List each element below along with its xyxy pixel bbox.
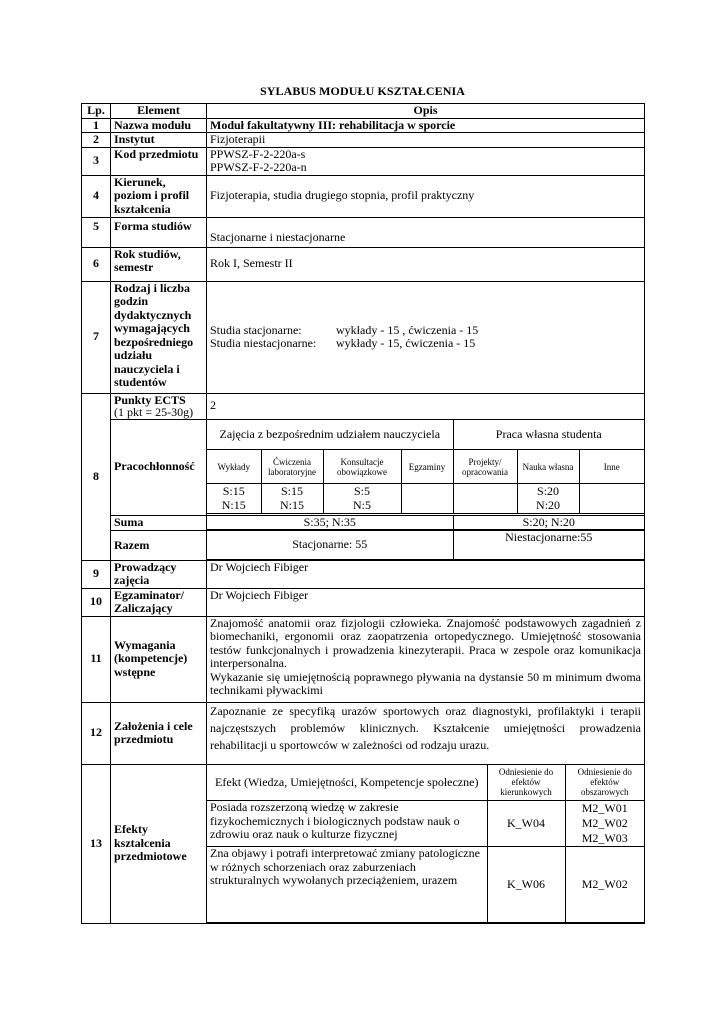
header-opis: Opis (207, 104, 645, 119)
total-extramural: Niestacjonarne:55 (453, 531, 644, 559)
row-number: 12 (82, 702, 111, 764)
row-number: 10 (82, 588, 111, 616)
table-row (82, 702, 645, 764)
col-lab: Ćwiczenia laboratoryjne (261, 450, 323, 484)
institute-value: Fizjoterapii (207, 133, 645, 148)
outcome-text: Zna objawy i potrafi interpretować zmiany patologiczne w różnych schorzeniach oraz zaburzeniach strukturalnych wywołanych przeciążeniem, urazem (207, 847, 487, 923)
outcome-obsz: M2_W02 (565, 847, 644, 923)
header-element: Element (111, 104, 207, 119)
outcome-col-kier: Odniesienie do efektów kierunkowych (487, 765, 565, 801)
outcome-obsz-3: M2_W03 (581, 831, 628, 845)
row-label: Prowadzący zajęcia (111, 560, 207, 588)
outcomes-table (207, 765, 644, 923)
table-row (82, 147, 645, 175)
outcome-text: Posiada rozszerzoną wiedzę w zakresie fizykochemicznych i biologicznych podstaw nauk o zdrowiu oraz nauk o kulturze fizycznej (207, 801, 487, 847)
sum-direct: S:35; N:35 (207, 516, 453, 530)
row-number: 13 (82, 764, 111, 923)
row-number: 8 (82, 393, 111, 560)
row-label: Rodzaj i liczba godzin dydaktycznych wymagających bezpośredniego udziału nauczyciela i studentów (111, 281, 207, 393)
workload-label: Pracochłonność (111, 419, 207, 515)
own-heading: Praca własna studenta (453, 420, 644, 450)
table-row (82, 175, 645, 217)
table-row (82, 281, 645, 393)
ects-value: 2 (207, 393, 645, 419)
course-code (207, 147, 645, 175)
course-goals: Zapoznanie ze specyfiką urazów sportowych oraz diagnostyki, profilaktyki i terapii najczęstszych problemów klinicznych. Kształcenie umiejętności prowadzenia rehabilitacji u sportowców w zależności od rodzaju urazu. (207, 702, 645, 764)
val-projects (453, 484, 517, 514)
row-number: 9 (82, 560, 111, 588)
hours-stationary (210, 324, 641, 338)
col-lectures: Wykłady (207, 450, 261, 484)
header-lp: Lp. (82, 104, 111, 119)
outcome-kier: K_W04 (487, 801, 565, 847)
val-self-study: S:20 N:20 (517, 484, 579, 514)
col-projects: Projekty/ opracowania (453, 450, 517, 484)
val-other (579, 484, 644, 514)
ects-sub: (1 pkt = 25-30g) (114, 404, 194, 419)
syllabus-table (81, 103, 645, 924)
outcome-row (207, 801, 644, 847)
col-consultations: Konsultacje obowiązkowe (323, 450, 401, 484)
outcome-kier: K_W06 (487, 847, 565, 923)
row-number: 5 (82, 217, 111, 247)
hours-extramural-value: wykłady - 15, ćwiczenia - 15 (336, 336, 476, 350)
total-table (207, 531, 644, 560)
field-of-study: Fizjoterapia, studia drugiego stopnia, profil praktyczny (207, 175, 645, 217)
row-label: Kierunek, poziom i profil kształcenia (111, 175, 207, 217)
prerequisites (207, 616, 645, 702)
direct-heading: Zajęcia z bezpośrednim udziałem nauczyciela (207, 420, 453, 450)
val-lab: S:15 N:15 (261, 484, 323, 514)
row-label: Instytut (111, 133, 207, 148)
sum-own: S:20; N:20 (453, 516, 644, 530)
total-grid (207, 531, 645, 561)
table-row (82, 531, 645, 561)
val-lectures: S:15 N:15 (207, 484, 261, 514)
row-number: 11 (82, 616, 111, 702)
examiner: Dr Wojciech Fibiger (207, 588, 645, 616)
teaching-hours (207, 281, 645, 393)
hours-extramural-label: Studia niestacjonarne: (210, 336, 317, 350)
total-stationary: Stacjonarne: 55 (207, 531, 453, 559)
sum-table (207, 516, 644, 531)
outcome-col-obsz: Odniesienie do efektów obszarowych (565, 765, 644, 801)
outcome-col-effect: Efekt (Wiedza, Umiejętności, Kompetencje społeczne) (207, 765, 487, 801)
table-row (82, 217, 645, 247)
row-number: 6 (82, 247, 111, 281)
ects-label: Punkty ECTS (114, 392, 186, 407)
learning-outcomes (207, 764, 645, 923)
table-row (82, 560, 645, 588)
study-form: Stacjonarne i niestacjonarne (207, 217, 645, 247)
total-label: Razem (111, 531, 207, 561)
row-number: 4 (82, 175, 111, 217)
row-label: Założenia i cele przedmiotu (111, 702, 207, 764)
col-other: Inne (579, 450, 644, 484)
course-code-extramural: PPWSZ-F-2-220a-n (210, 160, 307, 174)
outcome-row (207, 847, 644, 923)
workload-grid (207, 419, 645, 515)
table-row (82, 247, 645, 281)
table-row (82, 588, 645, 616)
document-title: SYLABUS MODUŁU KSZTAŁCENIA (259, 84, 466, 98)
row-label: Rok studiów, semestr (111, 247, 207, 281)
row-label: Egzaminator/ Zaliczający (111, 588, 207, 616)
sum-label: Suma (111, 515, 207, 531)
table-row (82, 515, 645, 531)
prerequisites-p2: Wykazanie się umiejętnością poprawnego pływania na dystansie 50 m minimum dwoma technikami pływackimi (210, 669, 641, 697)
hours-extramural (210, 337, 641, 351)
row-label: Forma studiów (111, 217, 207, 247)
col-exams: Egzaminy (401, 450, 453, 484)
hours-stationary-label: Studia stacjonarne: (210, 322, 302, 337)
workload-table (207, 420, 644, 515)
hours-stationary-value: wykłady - 15 , ćwiczenia - 15 (336, 322, 479, 337)
ects-label-cell (111, 393, 207, 419)
sum-grid (207, 515, 645, 531)
outcome-obsz-1: M2_W01 (581, 801, 628, 815)
table-row (82, 118, 645, 133)
table-row (82, 393, 645, 419)
row-number: 3 (82, 147, 111, 175)
row-label: Efekty kształcenia przedmiotowe (111, 764, 207, 923)
col-self-study: Nauka własna (517, 450, 579, 484)
year-semester: Rok I, Semestr II (207, 247, 645, 281)
course-code-stationary: PPWSZ-F-2-220a-s (210, 146, 306, 161)
module-name: Moduł fakultatywny III: rehabilitacja w sporcie (207, 118, 645, 133)
outcome-obsz (565, 801, 644, 847)
table-row (82, 616, 645, 702)
outcome-obsz-2: M2_W02 (581, 816, 628, 830)
row-label: Kod przedmiotu (111, 147, 207, 175)
row-number: 2 (82, 133, 111, 148)
val-consultations: S:5 N:5 (323, 484, 401, 514)
table-row (82, 764, 645, 923)
prerequisites-p1: Znajomość anatomii oraz fizjologii człowieka. Znajomość podstawowych zagadnień z biomechaniki, ergonomii oraz zaopatrzenia ortopedycznego. Umiejętność stosowania testów funkcjonalnych i prowadzenia kinezyterapii. Praca w zespole oraz komunikacja interpersonalna. (210, 615, 641, 670)
val-exams (401, 484, 453, 514)
row-label: Nazwa modułu (111, 118, 207, 133)
table-header (82, 104, 645, 119)
table-row (82, 133, 645, 148)
row-label: Wymagania (kompetencje) wstępne (111, 616, 207, 702)
row-number: 7 (82, 281, 111, 393)
lecturer: Dr Wojciech Fibiger (207, 560, 645, 588)
row-number: 1 (82, 118, 111, 133)
table-row (82, 419, 645, 515)
